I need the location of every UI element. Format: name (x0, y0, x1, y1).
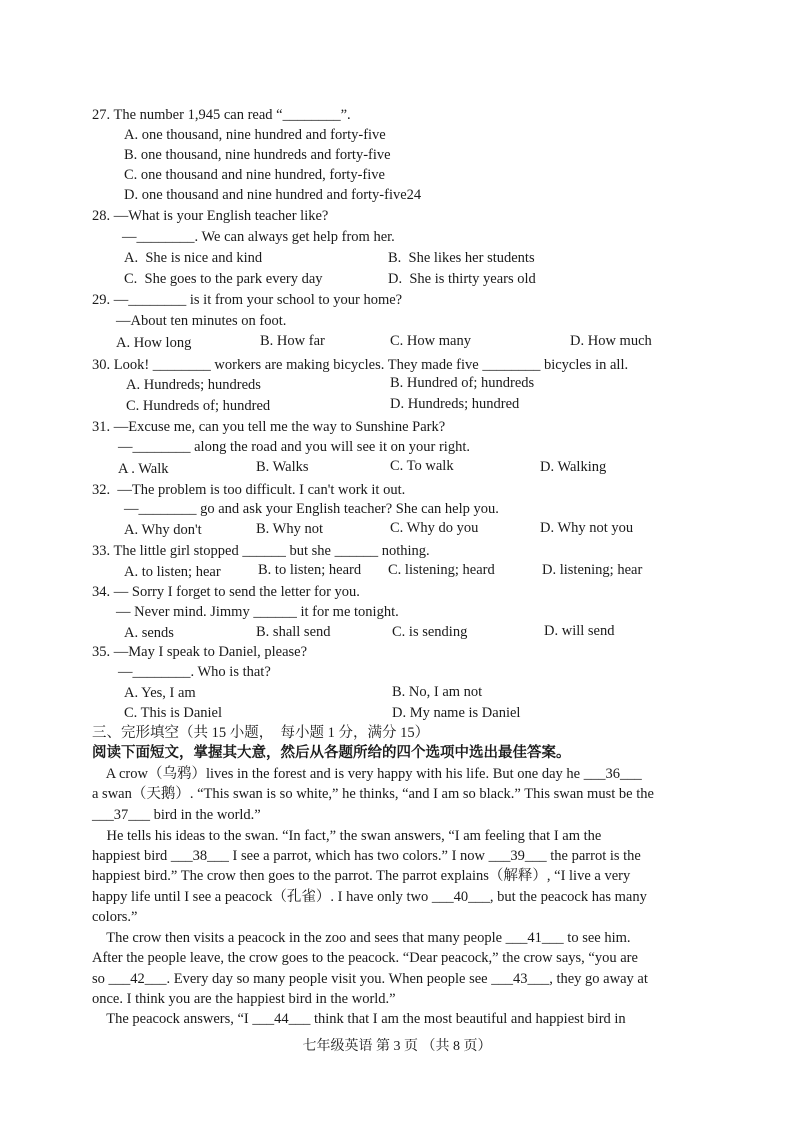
question-34-option-d: D. will send (544, 623, 615, 639)
passage-line: happiest bird.” The crow then goes to the parrot. The parrot explains（解释）, “I live a very (92, 868, 631, 884)
question-27-option-b: B. one thousand, nine hundreds and forty-five (124, 147, 391, 163)
question-33-option-d: D. listening; hear (542, 562, 643, 578)
question-33-stem: 33. The little girl stopped ______ but she ______ nothing. (92, 543, 430, 559)
question-30-option-d: D. Hundreds; hundred (390, 396, 520, 412)
question-34-reply: — Never mind. Jimmy ______ it for me tonight. (116, 604, 399, 620)
question-34-option-c: C. is sending (392, 624, 468, 640)
question-28-reply: —________. We can always get help from her. (122, 229, 395, 245)
question-32-option-a: A. Why don't (124, 522, 202, 538)
passage-line: ___37___ bird in the world.” (92, 807, 261, 823)
question-28-stem: 28. —What is your English teacher like? (92, 208, 329, 224)
question-35-reply: —________. Who is that? (118, 664, 271, 680)
page-footer: 七年级英语 第 3 页 （共 8 页） (302, 1039, 492, 1054)
question-32-stem: 32. —The problem is too difficult. I can't work it out. (92, 482, 406, 498)
question-30-option-b: B. Hundred of; hundreds (390, 375, 535, 391)
question-28-option-a: A. She is nice and kind (124, 250, 263, 266)
question-33-option-a: A. to listen; hear (124, 564, 221, 580)
passage-line: happy life until I see a peacock（孔雀）. I have only two ___40___, but the peacock has many (92, 889, 647, 905)
passage-line: so ___42___. Every day so many people visit you. When people see ___43___, they go away at (92, 971, 648, 987)
question-33-option-b: B. to listen; heard (258, 562, 362, 578)
passage-line: The peacock answers, “I ___44___ think that I am the most beautiful and happiest bird in (92, 1011, 626, 1027)
question-35-option-b: B. No, I am not (392, 684, 483, 700)
question-30-option-a: A. Hundreds; hundreds (126, 377, 261, 393)
passage-line: happiest bird ___38___ I see a parrot, which has two colors.” I now ___39___ the parrot is the (92, 848, 641, 864)
section-3-heading: 三、完形填空（共 15 小题， 每小题 1 分，满分 15） (92, 725, 430, 741)
question-35-option-c: C. This is Daniel (124, 705, 223, 721)
question-32-reply: —________ go and ask your English teacher? She can help you. (124, 501, 499, 517)
passage-line: once. I think you are the happiest bird in the world.” (92, 991, 396, 1007)
passage-line: The crow then visits a peacock in the zoo and sees that many people ___41___ to see him. (92, 930, 631, 946)
question-35-option-a: A. Yes, I am (124, 685, 196, 701)
question-29-option-d: D. How much (570, 333, 652, 349)
question-27-option-d: D. one thousand and nine hundred and forty-five24 (124, 187, 422, 203)
passage-line: After the people leave, the crow goes to the peacock. “Dear peacock,” the crow says, “you are (92, 950, 638, 966)
question-32-option-c: C. Why do you (390, 520, 479, 536)
passage-line: a swan（天鹅）. “This swan is so white,” he thinks, “and I am so black.” This swan must be the (92, 786, 654, 802)
question-28-option-b: B. She likes her students (388, 250, 535, 266)
question-30-stem: 30. Look! ________ workers are making bicycles. They made five ________ bicycles in all. (92, 357, 629, 373)
question-28-option-c: C. She goes to the park every day (124, 271, 323, 287)
passage-line: He tells his ideas to the swan. “In fact,” the swan answers, “I am feeling that I am the (92, 828, 602, 844)
question-27-option-c: C. one thousand and nine hundred, forty-five (124, 167, 385, 183)
question-28-option-d: D. She is thirty years old (388, 271, 536, 287)
question-29-option-c: C. How many (390, 333, 471, 349)
question-35-stem: 35. —May I speak to Daniel, please? (92, 644, 308, 660)
question-35-option-d: D. My name is Daniel (392, 705, 521, 721)
passage-line: colors.” (92, 909, 138, 925)
question-33-option-c: C. listening; heard (388, 562, 495, 578)
question-31-option-a: A . Walk (118, 461, 169, 477)
question-31-reply: —________ along the road and you will see it on your right. (118, 439, 470, 455)
question-30-option-c: C. Hundreds of; hundred (126, 398, 271, 414)
question-34-stem: 34. — Sorry I forget to send the letter for you. (92, 584, 360, 600)
section-3-instruction: 阅读下面短文，掌握其大意，然后从各题所给的四个选项中选出最佳答案。 (92, 745, 571, 761)
question-32-option-d: D. Why not you (540, 520, 634, 536)
question-27-option-a: A. one thousand, nine hundred and forty-five (124, 127, 386, 143)
question-27-stem: 27. The number 1,945 can read “________”. (92, 107, 351, 123)
question-32-option-b: B. Why not (256, 521, 323, 537)
question-29-option-b: B. How far (260, 333, 325, 349)
question-29-option-a: A. How long (116, 335, 192, 351)
question-34-option-b: B. shall send (256, 624, 331, 640)
question-31-option-b: B. Walks (256, 459, 309, 475)
question-31-option-c: C. To walk (390, 458, 454, 474)
passage-line: A crow（乌鸦）lives in the forest and is very happy with his life. But one day he ___36___ (92, 766, 642, 782)
question-31-option-d: D. Walking (540, 459, 607, 475)
question-29-stem: 29. —________ is it from your school to your home? (92, 292, 403, 308)
question-29-reply: —About ten minutes on foot. (116, 313, 287, 329)
question-34-option-a: A. sends (124, 625, 174, 641)
question-31-stem: 31. —Excuse me, can you tell me the way to Sunshine Park? (92, 419, 446, 435)
